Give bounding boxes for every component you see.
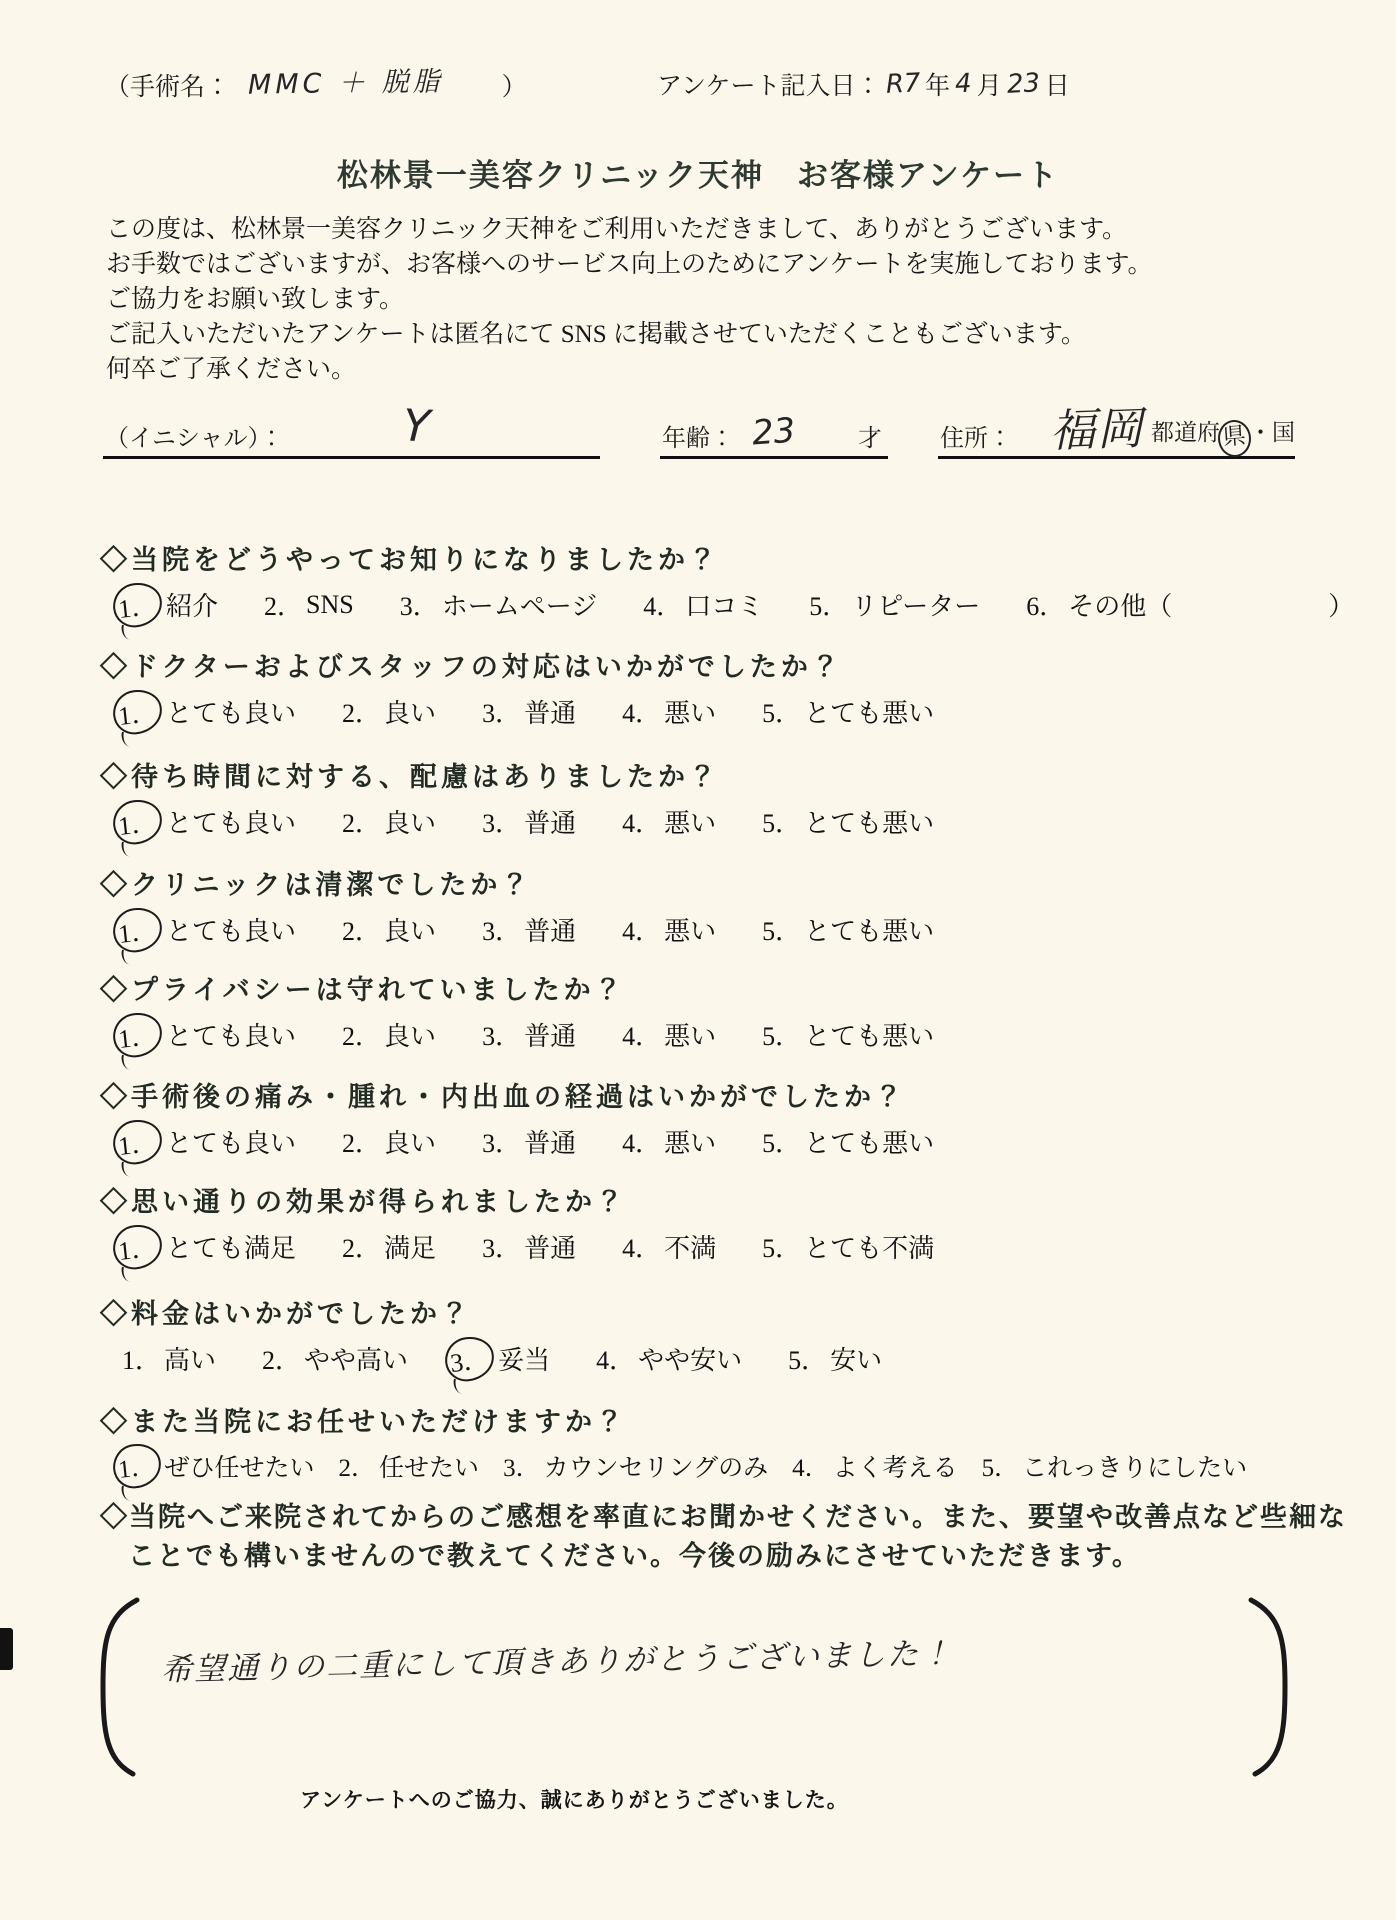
option xyxy=(622,803,716,840)
option xyxy=(622,1016,716,1053)
option xyxy=(342,693,436,730)
option-number: 5． xyxy=(762,1129,802,1158)
option-label: ぜひ任せたい xyxy=(164,1455,315,1482)
date-label: アンケート記入日： xyxy=(657,73,881,100)
intro-paragraph xyxy=(106,212,1153,387)
option-label: 普通 xyxy=(524,809,577,838)
circled-answer-mark: 1． xyxy=(111,580,164,629)
option-number: 5． xyxy=(762,917,802,946)
feedback-question-line: ことでも構いませんので教えてください。今後の励みにさせていただきます。 xyxy=(128,1541,1141,1571)
initial-label: （イニシャル）： xyxy=(105,426,284,452)
option-label: やや安い xyxy=(638,1346,743,1375)
options-row xyxy=(100,1228,934,1265)
survey-date-field xyxy=(657,66,1070,102)
option-label: やや高い xyxy=(304,1346,409,1375)
option-label: 良い xyxy=(384,699,437,728)
option-number: 4． xyxy=(622,699,662,728)
option-label: とても満足 xyxy=(166,1234,297,1263)
option-label: とても悪い xyxy=(804,699,935,728)
option xyxy=(622,1228,716,1265)
option-number: 2． xyxy=(342,699,382,728)
option-number: 2． xyxy=(264,592,304,621)
scan-artifact xyxy=(0,1628,13,1670)
option-number: 3． xyxy=(399,592,439,621)
option xyxy=(622,1123,716,1160)
question-text: ◇クリニックは清潔でしたか？ xyxy=(100,870,533,900)
options-row xyxy=(100,1340,882,1377)
option xyxy=(342,1016,436,1053)
option-label: とても良い xyxy=(166,1022,297,1051)
date-year-suffix: 年 xyxy=(925,73,951,100)
option-label: 口コミ xyxy=(685,592,764,621)
feedback-question xyxy=(100,1498,1347,1576)
option xyxy=(116,1228,297,1265)
intro-line: お手数ではございますが、お客様へのサービス向上のためにアンケートを実施しております。 xyxy=(106,251,1153,278)
header-row xyxy=(105,64,1356,103)
option-label: 普通 xyxy=(524,1234,577,1263)
page-title: 松林景一美容クリニック天神 お客様アンケート xyxy=(336,158,1060,193)
footer-thanks: アンケートへのご協力、誠にありがとうございました。 xyxy=(300,1788,849,1812)
address-value-handwritten: 福岡 xyxy=(1049,401,1146,458)
option xyxy=(762,803,934,840)
option-label: 不満 xyxy=(664,1234,717,1263)
option xyxy=(264,586,354,623)
option xyxy=(982,1448,1248,1484)
profile-row xyxy=(0,398,1396,458)
option-label: 任せたい xyxy=(379,1455,480,1482)
address-suffix xyxy=(1151,414,1295,453)
option-label: 良い xyxy=(384,809,437,838)
option-label: とても悪い xyxy=(804,917,935,946)
option-number: 4． xyxy=(622,917,662,946)
option xyxy=(762,693,934,730)
option-number: 5． xyxy=(981,1455,1020,1482)
comment-handwritten: 希望通りの二重にして頂きありがとうございました！ xyxy=(160,1635,954,1689)
question-text: ◇プライバシーは守れていましたか？ xyxy=(100,975,626,1005)
date-month-handwritten: 4 xyxy=(954,68,973,100)
surgery-name-field xyxy=(105,64,527,103)
initial-value-handwritten: Y xyxy=(401,400,432,453)
option-label: よく考える xyxy=(832,1455,958,1482)
option-number: 2． xyxy=(262,1346,302,1375)
option-number: 5． xyxy=(809,592,849,621)
question-block xyxy=(100,863,934,948)
address-field xyxy=(938,398,1295,459)
option-label: 悪い xyxy=(664,1129,717,1158)
address-label: 住所： xyxy=(940,426,1012,452)
option xyxy=(762,911,934,948)
option xyxy=(482,1016,576,1053)
option-label: SNS xyxy=(306,589,354,619)
right-bracket-icon xyxy=(1247,1596,1295,1778)
question-text: ◇当院をどうやってお知りになりましたか？ xyxy=(100,545,720,575)
options-row xyxy=(100,911,934,948)
circled-answer-mark: 1． xyxy=(111,797,164,846)
option-label: とても良い xyxy=(166,917,297,946)
option-number: 4． xyxy=(643,592,683,621)
option-number: 5． xyxy=(762,1234,802,1263)
option-number: 2． xyxy=(342,917,382,946)
surgery-value-handwritten: MMC ＋ 脱脂 xyxy=(247,66,444,101)
option-number: 2． xyxy=(342,1129,382,1158)
option-number: 4． xyxy=(596,1346,636,1375)
address-suffix-pre: 都道府 xyxy=(1151,420,1220,445)
option-label: カウンセリングのみ xyxy=(543,1455,769,1482)
option-number: 4． xyxy=(622,1022,662,1051)
option xyxy=(482,1123,576,1160)
option xyxy=(788,1340,882,1377)
age-unit: 才 xyxy=(858,426,882,452)
question-block xyxy=(100,645,934,730)
option xyxy=(116,586,219,623)
question-block xyxy=(100,538,1354,623)
option-number: 3． xyxy=(482,1129,522,1158)
question-text: ◇ドクターおよびスタッフの対応はいかがでしたか？ xyxy=(100,652,843,682)
option-number: 3． xyxy=(482,917,522,946)
options-row xyxy=(100,1016,934,1053)
option xyxy=(482,803,576,840)
surgery-label-close: ） xyxy=(501,74,527,101)
option xyxy=(339,1448,480,1484)
option-label: 普通 xyxy=(524,1129,577,1158)
option-label: 悪い xyxy=(664,699,717,728)
option xyxy=(809,586,980,623)
option-label: とても良い xyxy=(166,809,297,838)
option-label: その他（ ） xyxy=(1068,592,1355,621)
option xyxy=(342,911,436,948)
option-number: 3． xyxy=(482,699,522,728)
option-label: ホームページ xyxy=(441,592,598,621)
option xyxy=(116,1448,315,1484)
question-block xyxy=(100,1400,1247,1484)
question-text: ◇待ち時間に対する、配慮はありましたか？ xyxy=(100,762,720,792)
option-number: 4． xyxy=(622,809,662,838)
option xyxy=(762,1016,934,1053)
feedback-question-line: ◇当院へご来院されてからのご感想を率直にお聞かせください。また、要望や改善点など些細な xyxy=(100,1502,1347,1532)
option-label: 良い xyxy=(384,917,437,946)
option xyxy=(116,1123,297,1160)
date-day-handwritten: 23 xyxy=(1005,68,1041,100)
option xyxy=(262,1340,408,1377)
option xyxy=(116,693,297,730)
intro-line: この度は、松林景一美容クリニック天神をご利用いただきまして、ありがとうございます。 xyxy=(106,216,1128,243)
options-row xyxy=(100,693,934,730)
question-text: ◇また当院にお任せいただけますか？ xyxy=(100,1407,627,1437)
options-row xyxy=(100,1123,934,1160)
option-number: 2． xyxy=(342,1234,382,1263)
option-number: 5． xyxy=(762,699,802,728)
option-label: 悪い xyxy=(664,809,717,838)
option-number: 4． xyxy=(792,1455,830,1482)
question-text: ◇思い通りの効果が得られましたか？ xyxy=(100,1187,627,1217)
option xyxy=(762,1228,934,1265)
circled-answer-mark: 3． xyxy=(443,1334,496,1383)
circled-prefecture-mark: 県 xyxy=(1217,419,1253,458)
comment-box xyxy=(93,1596,1295,1778)
question-text: ◇手術後の痛み・腫れ・内出血の経過はいかがでしたか？ xyxy=(100,1082,906,1112)
option-number: 2． xyxy=(342,1022,382,1051)
option xyxy=(643,586,763,623)
address-suffix-post: ・国 xyxy=(1249,420,1295,445)
circled-answer-mark: 1． xyxy=(111,1222,164,1271)
option xyxy=(116,1016,297,1053)
option xyxy=(622,911,716,948)
option-label: 普通 xyxy=(524,917,577,946)
option-label: 安い xyxy=(830,1346,883,1375)
options-row xyxy=(100,586,1354,623)
initial-field xyxy=(103,398,600,459)
option xyxy=(116,803,297,840)
option-number: 5． xyxy=(762,809,802,838)
option xyxy=(122,1340,216,1377)
option-label: とても良い xyxy=(166,699,297,728)
option xyxy=(482,911,576,948)
option xyxy=(400,586,598,623)
option-number: 6． xyxy=(1026,592,1066,621)
option xyxy=(482,693,576,730)
left-bracket-icon xyxy=(93,1596,141,1778)
options-row xyxy=(100,1448,1247,1484)
date-month-suffix: 月 xyxy=(976,73,1002,100)
option-label: 紹介 xyxy=(166,592,219,621)
option xyxy=(342,1228,436,1265)
circled-answer-mark: 1． xyxy=(111,1010,164,1059)
circled-answer-mark: 1． xyxy=(111,1442,163,1491)
option xyxy=(342,1123,436,1160)
option-number: 3． xyxy=(482,1234,522,1263)
option-label: 満足 xyxy=(384,1234,437,1263)
option-label: とても悪い xyxy=(804,809,935,838)
date-era-handwritten: R7 xyxy=(884,68,921,100)
option-number: 4． xyxy=(622,1234,662,1263)
option-label: 良い xyxy=(384,1022,437,1051)
intro-line: ご記入いただいたアンケートは匿名にて SNS に掲載させていただくこともございます。 xyxy=(106,321,1086,348)
question-block xyxy=(100,1075,934,1160)
circled-answer-mark: 1． xyxy=(111,687,164,736)
age-label: 年齢： xyxy=(662,426,734,452)
option xyxy=(762,1123,934,1160)
intro-line: ご協力をお願い致します。 xyxy=(106,286,405,313)
question-block xyxy=(100,968,934,1053)
option xyxy=(792,1448,958,1484)
option-number: 4． xyxy=(622,1129,662,1158)
circled-answer-mark: 1． xyxy=(111,1117,164,1166)
option-label: 普通 xyxy=(524,699,577,728)
option-number: 2． xyxy=(342,809,382,838)
option xyxy=(342,803,436,840)
option-number: 1． xyxy=(122,1346,162,1375)
option-number: 2． xyxy=(338,1455,377,1482)
option xyxy=(1026,586,1354,623)
question-block xyxy=(100,1180,934,1265)
option-label: とても悪い xyxy=(804,1129,935,1158)
option xyxy=(503,1448,768,1484)
option-label: 高い xyxy=(164,1346,217,1375)
option xyxy=(482,1228,576,1265)
option-label: 悪い xyxy=(664,1022,717,1051)
option-label: とても不満 xyxy=(804,1234,935,1263)
age-value-handwritten: 23 xyxy=(750,410,797,454)
option-label: 悪い xyxy=(664,917,717,946)
question-block xyxy=(100,755,934,840)
surgery-label: （手術名： xyxy=(105,74,231,101)
question-block xyxy=(100,1292,882,1377)
option-label: 良い xyxy=(384,1129,437,1158)
age-field xyxy=(660,398,888,459)
option-number: 5． xyxy=(788,1346,828,1375)
option-label: リピーター xyxy=(851,592,981,621)
circled-answer-mark: 1． xyxy=(111,905,164,954)
option xyxy=(116,911,297,948)
intro-line: 何卒ご了承ください。 xyxy=(106,356,357,383)
option-label: とても悪い xyxy=(804,1022,935,1051)
option xyxy=(622,693,716,730)
question-text: ◇料金はいかがでしたか？ xyxy=(100,1299,472,1329)
option-number: 5． xyxy=(762,1022,802,1051)
option-number: 3． xyxy=(503,1455,541,1482)
option-label: 普通 xyxy=(524,1022,577,1051)
option xyxy=(448,1340,551,1377)
option-label: これっきりにしたい xyxy=(1022,1455,1248,1482)
option-label: とても良い xyxy=(166,1129,297,1158)
options-row xyxy=(100,803,934,840)
option-label: 妥当 xyxy=(498,1346,551,1375)
option xyxy=(596,1340,742,1377)
option-number: 3． xyxy=(482,809,522,838)
date-day-suffix: 日 xyxy=(1044,73,1070,100)
option-number: 3． xyxy=(482,1022,522,1051)
